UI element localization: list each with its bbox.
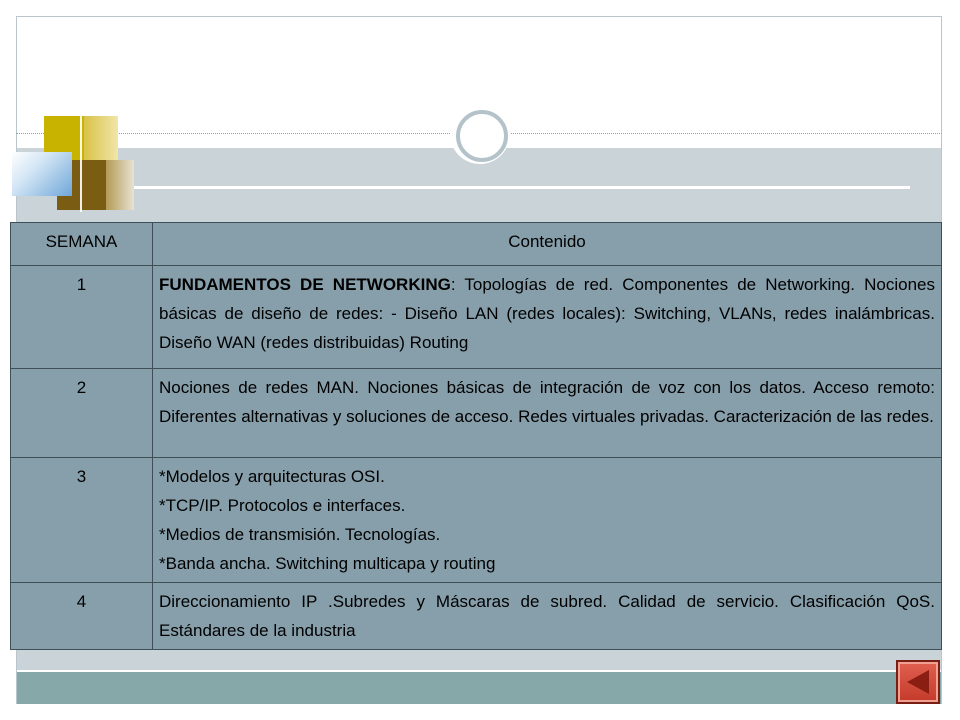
triangle-left-icon [904, 668, 932, 696]
header-content: Contenido [153, 223, 942, 266]
back-button[interactable] [896, 660, 940, 704]
table-row [11, 583, 942, 650]
week-content: Nociones de redes MAN. Nociones básicas de integración de voz con los datos. Acceso remoto: Diferentes alternativas y soluciones de acceso. Redes virtuales privadas. Caracterización de las redes. [153, 369, 942, 458]
decor-line [80, 104, 82, 212]
topic-text: : Topologías de red. Componentes de Networking. Nociones básicas de diseño de redes: - Diseño LAN (redes locales): Switching, VLANs, redes inalámbricas. Diseño WAN (redes distribuidas) Routing [159, 275, 936, 352]
week-number: 2 [11, 369, 153, 458]
week-number: 3 [11, 458, 153, 583]
course-content-table [10, 222, 942, 650]
table-row [11, 369, 942, 458]
title-rule [112, 186, 910, 189]
week-content: Direccionamiento IP .Subredes y Máscaras de subred. Calidad de servicio. Clasificación QoS. Estándares de la industria [153, 583, 942, 650]
topic-lead: FUNDAMENTOS DE NETWORKING [159, 275, 451, 294]
blue-gradient-square [12, 152, 72, 196]
table-row [11, 266, 942, 369]
week-content [153, 266, 942, 369]
table-header-row [11, 223, 942, 266]
topic-line: *Banda ancha. Switching multicapa y routing [159, 554, 496, 573]
footer-band [17, 672, 941, 704]
faded-square [106, 160, 134, 210]
topic-line: *TCP/IP. Protocolos e interfaces. [159, 496, 406, 515]
table-row [11, 458, 942, 583]
week-number: 1 [11, 266, 153, 369]
topic-line: *Medios de transmisión. Tecnologías. [159, 525, 441, 544]
week-content [153, 458, 942, 583]
circle-ring-icon [456, 110, 508, 162]
header-week: SEMANA [11, 223, 153, 266]
topic-line: *Modelos y arquitecturas OSI. [159, 467, 385, 486]
week-number: 4 [11, 583, 153, 650]
